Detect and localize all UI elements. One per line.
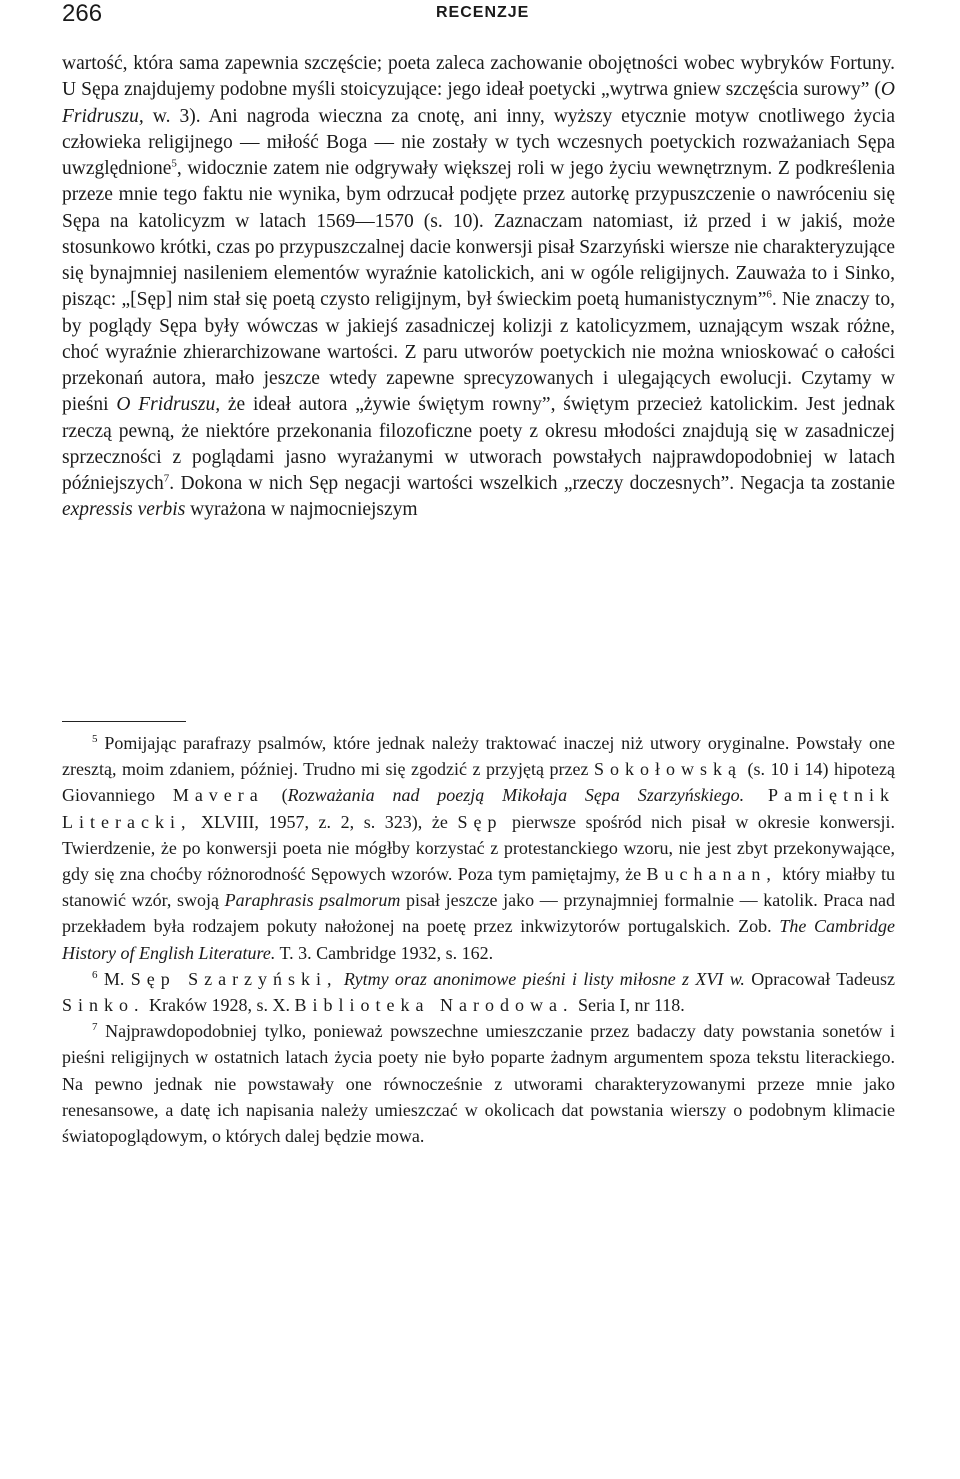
italic-title: O Fridruszu, [62,79,895,127]
italic-title: Paraphrasis psalmorum [224,890,401,911]
footnote-ref-6: 6 [766,288,772,301]
page-header [0,0,960,40]
text-run: (s. 10 i 14) hipotezą Giovanniego [62,759,895,806]
spaced-name: Buchanan, [646,864,777,885]
italic-title: O Fridruszu, [116,394,221,416]
text-run: XLVIII, 1957, z. 2, s. 323), że [191,811,458,832]
text-run: że ideał autora „żywie świętym rowny”, świętym przecież katolickim. Jest jednak rzeczą pewną, że niektóre przekonania filozoficzne poety z okresu młodości znajdują się w zasadniczej sprzeczności z poglądami jasno wyrażanymi w utworach powstałych najprawdopodobniej w latach późniejszych [62,394,895,494]
footnote-ref-7: 7 [163,472,170,485]
spaced-name: Mavera [172,785,264,806]
text-run: w. 3). Ani nagroda wieczna za cnotę, ani inny, wyższy etycznie motyw cnotliwego życia człowieka religijnego — miłość Boga — nie zostały w tych wczesnych poetyckich rozważaniach Sępa uwzględnione [62,105,895,179]
text-run: pisał jeszcze jako — przynajmniej formalnie — katolik. Praca nad przekładem była rodzajem pokuty nałożonej na poetę przez inkwizytorów portugalskich. Zob. [62,890,896,937]
footnote-6 [62,966,895,1018]
text-run: Opracował Tadeusz [744,968,895,989]
footnote-number: 6 [92,968,98,981]
running-head: RECENZJE [436,4,530,21]
page-number: 266 [62,0,103,27]
footnote-ref-5: 5 [171,157,177,170]
text-run: Seria I, nr 118. [573,995,685,1016]
spaced-journal: Pamiętnik Literacki, [62,785,896,832]
text-run: . Nie znaczy to, by poglądy Sępa były wówczas w jakiejś zasadniczej kolizji z katolicyzmem, uznającym wszak różne, choć wyraźnie zhierarchizowane wartości. Z paru utworów poetyckich nie można wnioskować o całości przekonań autora, mało jeszcze wtedy zapewne sprecyzowanych i ulegających ewolucji. Czytamy w pieśni [62,289,895,416]
italic-title: Rytmy oraz anonimowe pieśni i listy miłosne z XVI w. [337,968,745,989]
body-paragraph [62,51,895,524]
text-run: który miałby tu stanowić wzór, swoją [62,864,896,911]
text-run: Najprawdopodobniej tylko, ponieważ powszechne umieszczanie przez badaczy daty powstania sonetów i pieśni religijnych w ostatnich latach życia poety nie było poparte żadnym argumentem spoza tekstu literackiego. Na pewno jednak nie powstawały one równocześnie z utworami charakteryzowanymi przeze mnie jako renesansowe, a datę ich napisania należy umieszczać w okolicach dat powstania wierszy o podobnym klimacie światopoglądowym, o których dalej będzie mowa. [62,1021,895,1147]
text-run: pierwsze spośród nich pisał w okresie konwersji. Twierdzenie, że po konwersji poeta nie mógłby korzystać z protestanckiego wzoru, nie jest zbyt przekonywające, gdy się zna choćby różnorodność Sępowych wzorów. Poza tym pamiętajmy, że [62,811,895,885]
footnotes [62,730,895,1149]
spaced-series: Biblioteka Narodowa. [294,995,574,1016]
text-run: M. [97,968,131,989]
spaced-name: Sinko. [62,995,145,1016]
italic-title: Rozważania nad poezją Mikołaja Sępa Szarzyńskiego. [287,785,745,806]
footnote-number: 7 [92,1021,98,1034]
footnote-separator [62,721,186,722]
footnote-5 [62,730,895,966]
text-run: Kraków 1928, s. X. [144,995,295,1016]
text-run: T. 3. Cambridge 1932, s. 162. [275,942,494,963]
text-run: . Dokona w nich Sęp negacji wartości wszelkich „rzeczy doczesnych”. Negacja ta zostanie [169,473,895,494]
spaced-name: Sęp [457,811,503,832]
text-run: wartość, która sama zapewnia szczęście; poeta zaleca zachowanie obojętności wobec wybryków Fortuny. U Sępa znajdujemy podobne myśli stoicyzujące: jego ideał poetycki „wytrwa gniew szczęścia surowy” ( [62,53,895,101]
footnote-number: 5 [92,733,98,745]
text-run: wyrażona w najmocniejszym [185,499,418,521]
text-run: Pomijając parafrazy psalmów, które jednak należy traktować inaczej niż utwory oryginalne. Powstały one zresztą, moim zdaniem, później. Trudno mi się zgodzić z przyjętą przez [62,733,895,780]
footnote-7 [62,1018,895,1149]
main-body-text [62,51,895,524]
text-run: , widocznie zatem nie odgrywały większej roli w jego życiu wewnętrznym. Z podkreślenia przeze mnie tego faktu nie wynika, bym odrzucał podjęte przez autorkę przypuszczenie o nawróceniu się Sępa na katolicyzm w latach 1569—1570 (s. 10). Zaznaczam natomiast, iż przed i w jakiś, może stosunkowo krótki, czas po przypuszczalnej dacie konwersji pisał Szarzyński wiersze nie charakteryzujące się bynajmniej nasileniem elementów wyraźnie katolickich, ani w ogóle religijnych. Zauważa to i Sinko, pisząc: „[Sęp] nim stał się poetą czysto religijnym, był świeckim poetą humanistycznym” [62,158,895,311]
spaced-name: Sokołowską [593,759,742,780]
italic-phrase: expressis verbis [62,499,186,521]
text-run: ( [263,785,288,806]
spaced-name: Sęp Szarzyński, [130,968,338,989]
italic-title: The Cambridge History of English Literature. [62,916,895,963]
